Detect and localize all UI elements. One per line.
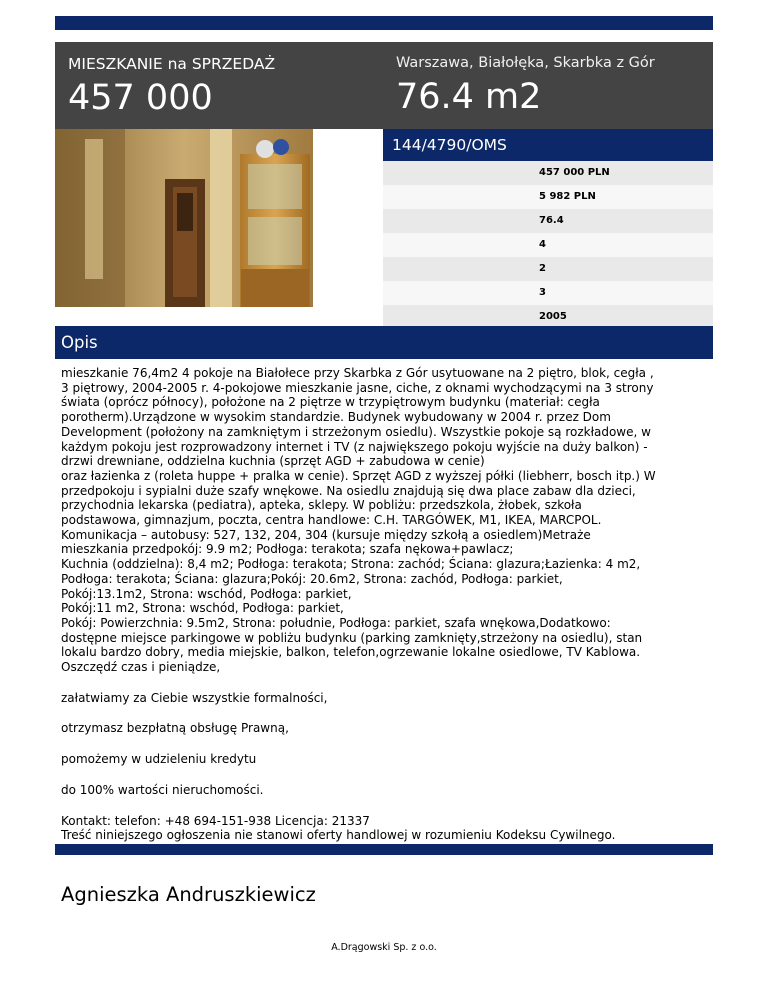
listing-price: 457 000 <box>68 78 213 118</box>
detail-rooms: 4 <box>383 233 713 257</box>
description-line: przedpokoju i sypialni duże szafy wnękowe. Na osiedlu znajdują się dwa place zabaw dla dzieci, <box>61 483 636 498</box>
description-line: mieszkania przedpokój: 9.9 m2; Podłoga: terakota; szafa nękowa+pawlacz; <box>61 542 514 557</box>
company-name: A.Drągowski Sp. z o.o. <box>331 942 437 953</box>
description-line: Podłoga: terakota; Ściana: glazura;Pokój: 20.6m2, Strona: zachód, Podłoga: parkiet, <box>61 571 563 586</box>
listing-location: Warszawa, Białołęka, Skarbka z Gór <box>396 55 655 71</box>
description-line: mieszkanie 76,4m2 4 pokoje na Białołece przy Skarbka z Gór usytuowane na 2 piętro, blok, cegła , <box>61 366 654 380</box>
description-line: Pokój:11 m2, Strona: wschód, Podłoga: parkiet, <box>61 601 344 616</box>
details-table <box>383 161 713 329</box>
property-photo <box>55 129 313 307</box>
description-extra-legal: otrzymasz bezpłatną obsługę Prawną, <box>61 721 289 736</box>
description-line: Komunikacja – autobusy: 527, 132, 204, 304 (kursuje między szkołą a osiedlem)Metraże <box>61 527 591 542</box>
description-line: Pokój:13.1m2, Strona: wschód, Podłoga: parkiet, <box>61 586 352 601</box>
listing-header <box>55 42 713 129</box>
description-line: podstawowa, gimnazjum, poczta, centra handlowe: C.H. TARGÓWEK, M1, IKEA, MARCPOL. <box>61 513 602 528</box>
top-divider-bar <box>55 16 713 30</box>
detail-floors-total: 3 <box>383 281 713 305</box>
listing-area: 76.4 m2 <box>396 77 542 117</box>
agent-name: Agnieszka Andruszkiewicz <box>61 883 316 906</box>
detail-floor: 2 <box>383 257 713 281</box>
listing-type-label: MIESZKANIE na SPRZEDAŻ <box>68 55 276 73</box>
description-line: Development (położony na zamkniętym i strzeżonym osiedlu). Wszystkie pokoje są rozkładowe, w <box>61 424 651 439</box>
bottom-divider-bar <box>55 844 713 855</box>
description-line: każdym pokoju jest rozprowadzony internet i TV (z największego pokoju wyjście na duży balkon) - <box>61 439 648 454</box>
description-line: Oszczędź czas i pieniądze, <box>61 660 221 675</box>
description-heading: Opis <box>55 326 713 359</box>
description-line: porotherm).Urządzone w wysokim standardzie. Budynek wybudowany w 2004 r. przez Dom <box>61 410 611 425</box>
description-line: lokalu bardzo dobry, media miejskie, balkon, telefon,ogrzewanie lokalne osiedlowe, TV Kablowa. <box>61 645 641 660</box>
detail-price-per-m2: 5 982 PLN <box>383 185 713 209</box>
contact-info: Kontakt: telefon: +48 694-151-938 Licencja: 21337 <box>61 813 370 828</box>
description-line: Pokój: Powierzchnia: 9.5m2, Strona: południe, Podłoga: parkiet, szafa wnękowa,Dodatkowo: <box>61 615 611 630</box>
description-extra-formalities: załatwiamy za Ciebie wszystkie formalności, <box>61 690 328 705</box>
description-body <box>61 366 711 843</box>
detail-area: 76.4 <box>383 209 713 233</box>
description-line: przychodnia lekarska (pediatra), apteka, sklepy. W pobliżu: przedszkola, żłobek, szkoła <box>61 498 582 513</box>
description-line: dostępne miejsce parkingowe w pobliżu budynku (parking zamknięty,strzeżony na osiedlu), stan <box>61 630 643 645</box>
description-line: Kuchnia (oddzielna): 8,4 m2; Podłoga: terakota; Strona: zachód; Ściana: glazura;Łazienka: 4 m2, <box>61 557 641 572</box>
description-line: 3 piętrowy, 2004-2005 r. 4-pokojowe mieszkanie jasne, ciche, z oknami wychodzącymi na 3 strony <box>61 380 654 395</box>
detail-price: 457 000 PLN <box>383 161 713 185</box>
description-line: świata (oprócz północy), położone na 2 piętrze w trzypiętrowym budynku (materiał: cegła <box>61 395 600 410</box>
disclaimer: Treść niniejszego ogłoszenia nie stanowi oferty handlowej w rozumieniu Kodeksu Cywilnego. <box>61 828 616 843</box>
description-line: drzwi drewniane, oddzielna kuchnia (sprzęt AGD + zabudowa w cenie) <box>61 454 485 469</box>
description-main-text <box>61 366 711 675</box>
description-extra-value: do 100% wartości nieruchomości. <box>61 782 264 797</box>
description-extra-credit: pomożemy w udzieleniu kredytu <box>61 752 257 767</box>
description-line: oraz łazienka z (roleta huppe + pralka w cenie). Sprzęt AGD z wyższej półki (liebherr, bosch itp.) W <box>61 468 656 483</box>
detail-year-built: 2005 <box>383 305 713 329</box>
reference-number: 144/4790/OMS <box>383 129 713 161</box>
